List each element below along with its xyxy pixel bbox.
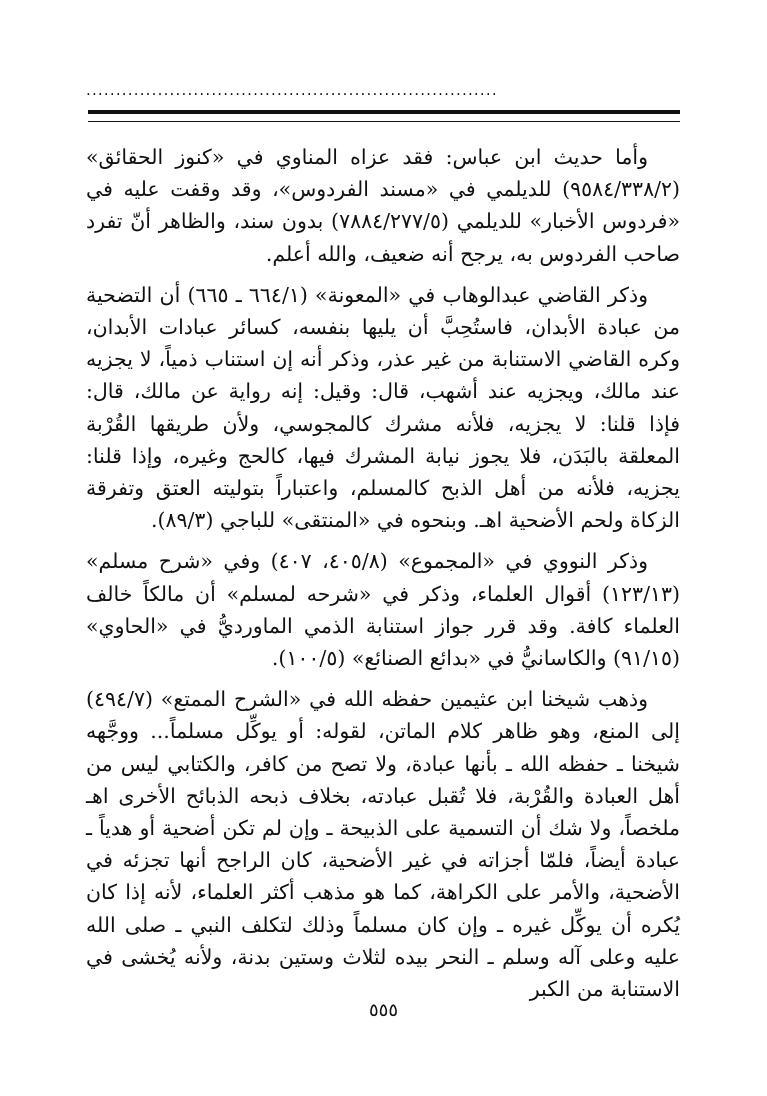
header-rule-thin — [88, 121, 680, 122]
paragraph-nawawi: وذكر النووي في «المجموع» (٤٠٥/٨، ٤٠٧) وفي «شرح مسلم» (١٢٣/١٣) أقوال العلماء، وذكر في «شرحه لمسلم» أن مالكاً خالف العلماء كافة. وقد قرر جواز استنابة الذمي الماورديُّ في «الحاوي» (٩١/١٥) والكاسانيُّ في «بدائع الصنائع» (١٠٠/٥). — [86, 549, 680, 671]
paragraph-ibn-abbas: وأما حديث ابن عباس: فقد عزاه المناوي في «كنوز الحقائق» (٩٥٨٤/٣٣٨/٢) للديلمي في «مسند الفردوس»، وقد وقفت عليه في «فردوس الأخبار» للديلمي (٧٨٨٤/٢٧٧/٥) بدون سند، والظاهر أنّ تفرد صاحب الفردوس به، يرجح أنه ضعيف، والله أعلم. — [86, 145, 680, 266]
body-text — [86, 141, 680, 1005]
header-rule-thick — [88, 110, 680, 114]
paragraph-ibn-uthaymin: وذهب شيخنا ابن عثيمين حفظه الله في «الشرح الممتع» (٤٩٤/٧) إلى المنع، وهو ظاهر كلام الماتن، لقوله: أو يوكِّل مسلماً... ووجَّهه شيخنا ـ حفظه الله ـ بأنها عبادة، ولا تصح من كافر، والكتابي ليس من أهل العبادة والقُرْبة، فلا تُقبل عبادته، بخلاف ذبحه الذبائح الأخرى اهـ ملخصاً، ولا شك أن التسمية على الذبيحة ـ وإن لم تكن أضحية أو هدياً ـ عبادة أيضاً، فلمّا أجزاته في غير الأضحية، كان الراجح أنها تجزئه في الأضحية، والأمر على الكراهة، كما هو مذهب أكثر العلماء، لأنه إذا كان يُكره أن يوكِّل غيره ـ وإن كان مسلماً وذلك لتكلف النبي ـ صلى الله عليه وعلى آله وسلم ـ النحر بيده لثلاث وستين بدنة، ولأنه يُخشى في الاستنابة من الكبر — [86, 687, 680, 1002]
header-dotted-line: ..................................................................... — [86, 82, 498, 98]
page-number: ٥٥٥ — [368, 1000, 398, 1021]
paragraph-qadi-abdulwahhab: وذكر القاضي عبدالوهاب في «المعونة» (٦٦٤/١ ـ ٦٦٥) أن التضحية من عبادة الأبدان، فاستُحِبَّ أن يليها بنفسه، كسائر عبادات الأبدان، وكره القاضي الاستنابة من غير عذر، وذكر أنه إن استناب ذمياً، لا يجزيه عند مالك، ويجزيه عند أشهب، قال: وقيل: إنه رواية عن مالك، قال: فإذا قلنا: لا يجزيه، فلأنه مشرك كالمجوسي، ولأن طريقها القُرْبة المعلقة بالبَدَن، فلا يجوز نيابة المشرك فيها، كالحج وغيره، وإذا قلنا: يجزيه، فلأنه من أهل الذبح كالمسلم، واعتباراً بتوليته العتق وتفرقة الزكاة ولحم الأضحية اهـ. وبنحوه في «المنتقى» للباجي (٨٩/٣). — [86, 282, 680, 533]
